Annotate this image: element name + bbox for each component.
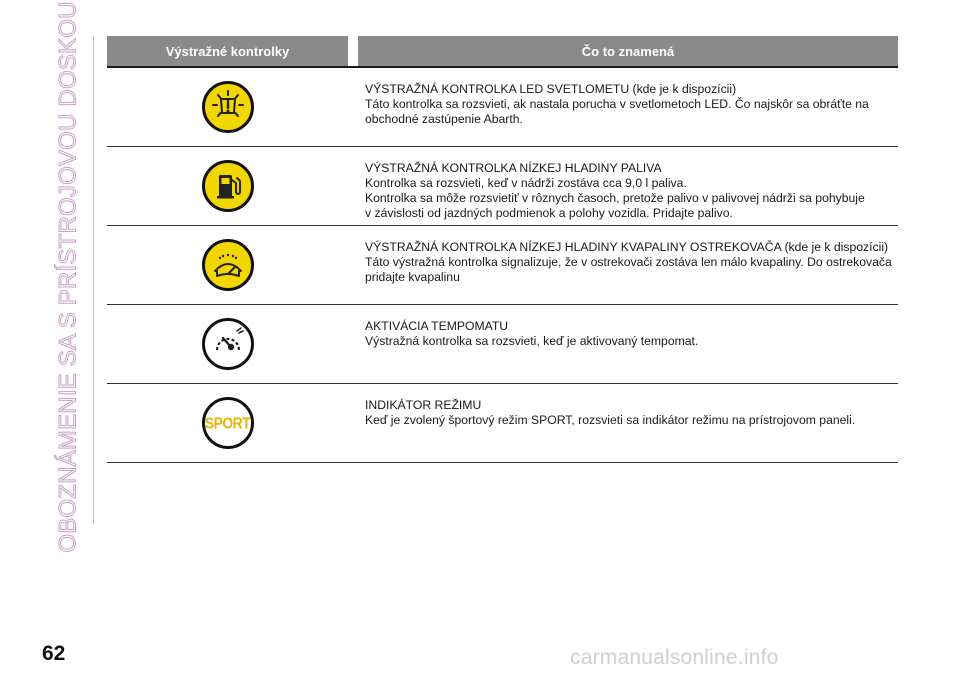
sport-mode-icon bbox=[202, 397, 254, 449]
header-warning-lights: Výstražné kontrolky bbox=[107, 36, 348, 66]
table-row bbox=[107, 147, 898, 226]
row-text: obchodné zastúpenie Abarth. bbox=[365, 112, 523, 126]
table-row bbox=[107, 384, 898, 463]
led-headlight-warning-icon bbox=[202, 81, 254, 133]
row-text: Táto kontrolka sa rozsvieti, ak nastala porucha v svetlometoch LED. Čo najskôr sa obráťte na bbox=[365, 97, 869, 111]
table-row bbox=[107, 68, 898, 147]
side-divider bbox=[93, 36, 94, 524]
table-row bbox=[107, 226, 898, 305]
row-text: Kontrolka sa rozsvieti, keď v nádrži zostáva cca 9,0 l paliva. bbox=[365, 176, 687, 190]
row-text: Výstražná kontrolka sa rozsvieti, keď je aktivovaný tempomat. bbox=[365, 334, 699, 348]
section-title-vertical bbox=[40, 1, 98, 553]
row-text: Kontrolka sa môže rozsvietiť v rôznych časoch, pretože palivo v palivovej nádrži sa pohybuje bbox=[365, 191, 865, 205]
sport-mode-label: SPORT bbox=[204, 413, 251, 433]
row-text: pridajte kvapalinu bbox=[365, 270, 460, 284]
table-row bbox=[107, 305, 898, 384]
washer-fluid-icon bbox=[202, 239, 254, 291]
row-title: VÝSTRAŽNÁ KONTROLKA NÍZKEJ HLADINY PALIVA bbox=[365, 161, 662, 175]
row-title: VÝSTRAŽNÁ KONTROLKA LED SVETLOMETU (kde je k dispozícii) bbox=[365, 82, 737, 96]
row-title: VÝSTRAŽNÁ KONTROLKA NÍZKEJ HLADINY KVAPALINY OSTREKOVAČA (kde je k dispozícii) bbox=[365, 240, 889, 254]
cruise-control-icon bbox=[202, 318, 254, 370]
watermark: carmanualsonline.info bbox=[570, 646, 779, 669]
header-meaning: Čo to znamená bbox=[358, 36, 898, 66]
row-title: AKTIVÁCIA TEMPOMATU bbox=[365, 319, 509, 333]
table-header bbox=[107, 36, 898, 68]
section-title-text: OBOZNÁMENIE SA S PRÍSTROJOVOU DOSKOU bbox=[55, 1, 83, 553]
row-title: INDIKÁTOR REŽIMU bbox=[365, 398, 482, 412]
page-number: 62 bbox=[42, 642, 66, 665]
row-text: Keď je zvolený športový režim SPORT, rozsvieti sa indikátor režimu na prístrojovom paneli. bbox=[365, 413, 856, 427]
row-text: Táto výstražná kontrolka signalizuje, že v ostrekovači zostáva len málo kvapaliny. Do ostrekovača bbox=[365, 255, 892, 269]
row-text: v závislosti od jazdných podmienok a polohy vozidla. Pridajte palivo. bbox=[365, 206, 733, 220]
warning-lights-table bbox=[107, 36, 898, 463]
fuel-pump-icon bbox=[202, 160, 254, 212]
